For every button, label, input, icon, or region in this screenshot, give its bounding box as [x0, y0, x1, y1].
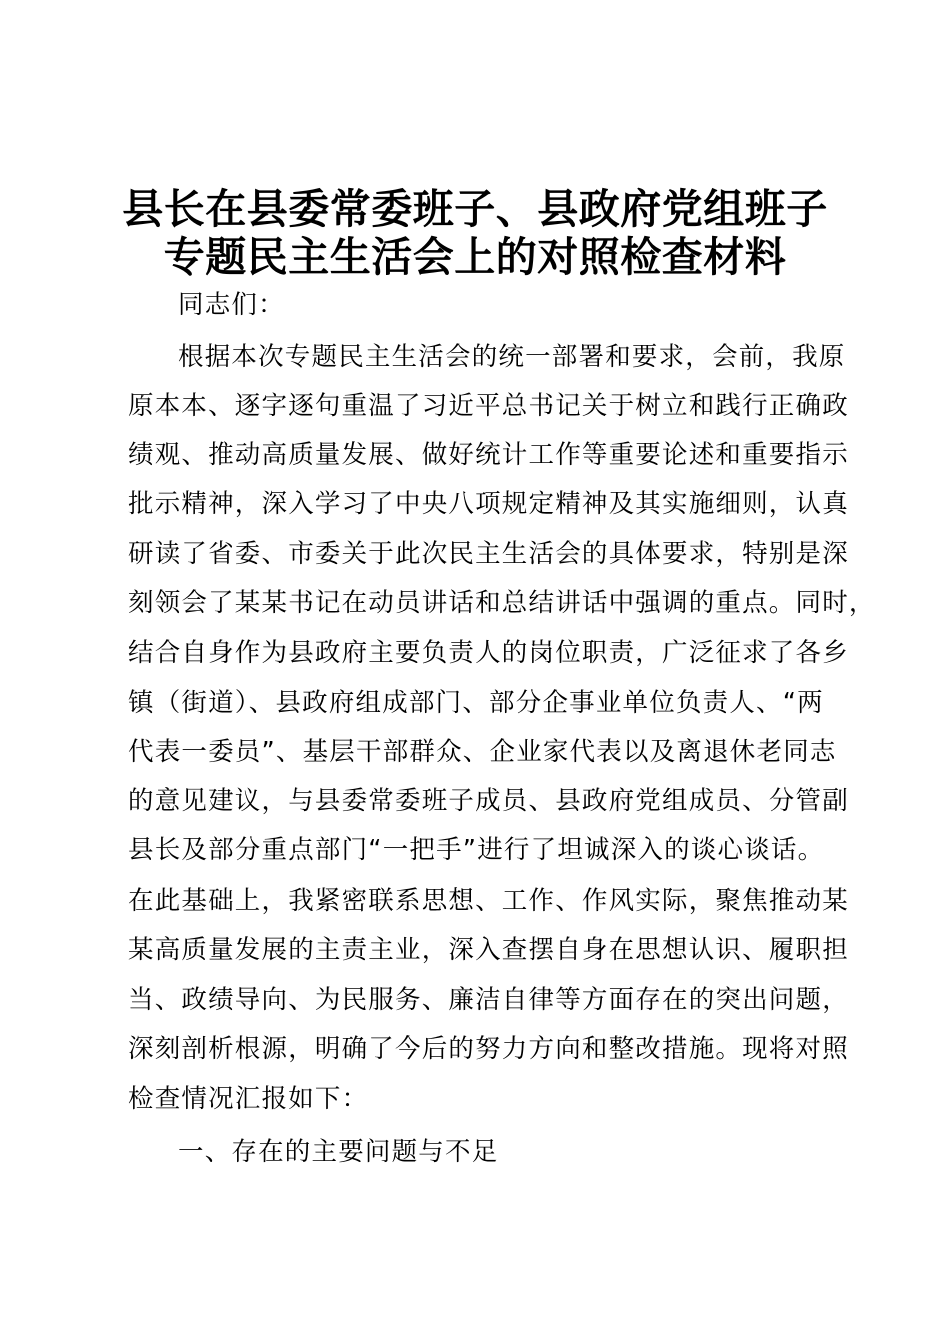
- paragraph-line: 原本本、逐字逐句重温了习近平总书记关于树立和践行正确政: [128, 391, 849, 421]
- paragraph-line: 镇（街道）、县政府组成部门、部分企事业单位负责人、“两: [128, 688, 824, 718]
- document-title-line-2: 专题民主生活会上的对照检查材料: [163, 233, 787, 281]
- paragraph-line: 的意见建议，与县委常委班子成员、县政府党组成员、分管副: [128, 786, 849, 816]
- paragraph-line: 根据本次专题民主生活会的统一部署和要求，会前，我原: [178, 342, 846, 372]
- paragraph-line: 刻领会了某某书记在动员讲话和总结讲话中强调的重点。同时，: [128, 588, 876, 618]
- paragraph-line: 县长及部分重点部门“一把手”进行了坦诚深入的谈心谈话。: [128, 835, 825, 865]
- salutation: 同志们：: [178, 290, 285, 320]
- paragraph-line: 检查情况汇报如下：: [128, 1084, 369, 1114]
- paragraph-line: 研读了省委、市委关于此次民主生活会的具体要求，特别是深: [128, 539, 849, 569]
- paragraph-line: 批示精神，深入学习了中央八项规定精神及其实施细则，认真: [128, 489, 849, 519]
- paragraph-line: 在此基础上，我紧密联系思想、工作、作风实际，聚焦推动某: [128, 886, 849, 916]
- document-title-line-1: 县长在县委常委班子、县政府党组班子: [122, 185, 828, 233]
- paragraph-line: 绩观、推动高质量发展、做好统计工作等重要论述和重要指示: [128, 440, 849, 470]
- paragraph-line: 结合自身作为县政府主要负责人的岗位职责，广泛征求了各乡: [128, 638, 849, 668]
- paragraph-line: 深刻剖析根源，明确了今后的努力方向和整改措施。现将对照: [128, 1034, 849, 1064]
- paragraph-line: 当、政绩导向、为民服务、廉洁自律等方面存在的突出问题，: [128, 985, 849, 1015]
- paragraph-line: 代表一委员”、基层干部群众、企业家代表以及离退休老同志: [128, 737, 837, 767]
- section-heading: 一、存在的主要问题与不足: [178, 1137, 499, 1167]
- paragraph-line: 某高质量发展的主责主业，深入查摆自身在思想认识、履职担: [128, 935, 849, 965]
